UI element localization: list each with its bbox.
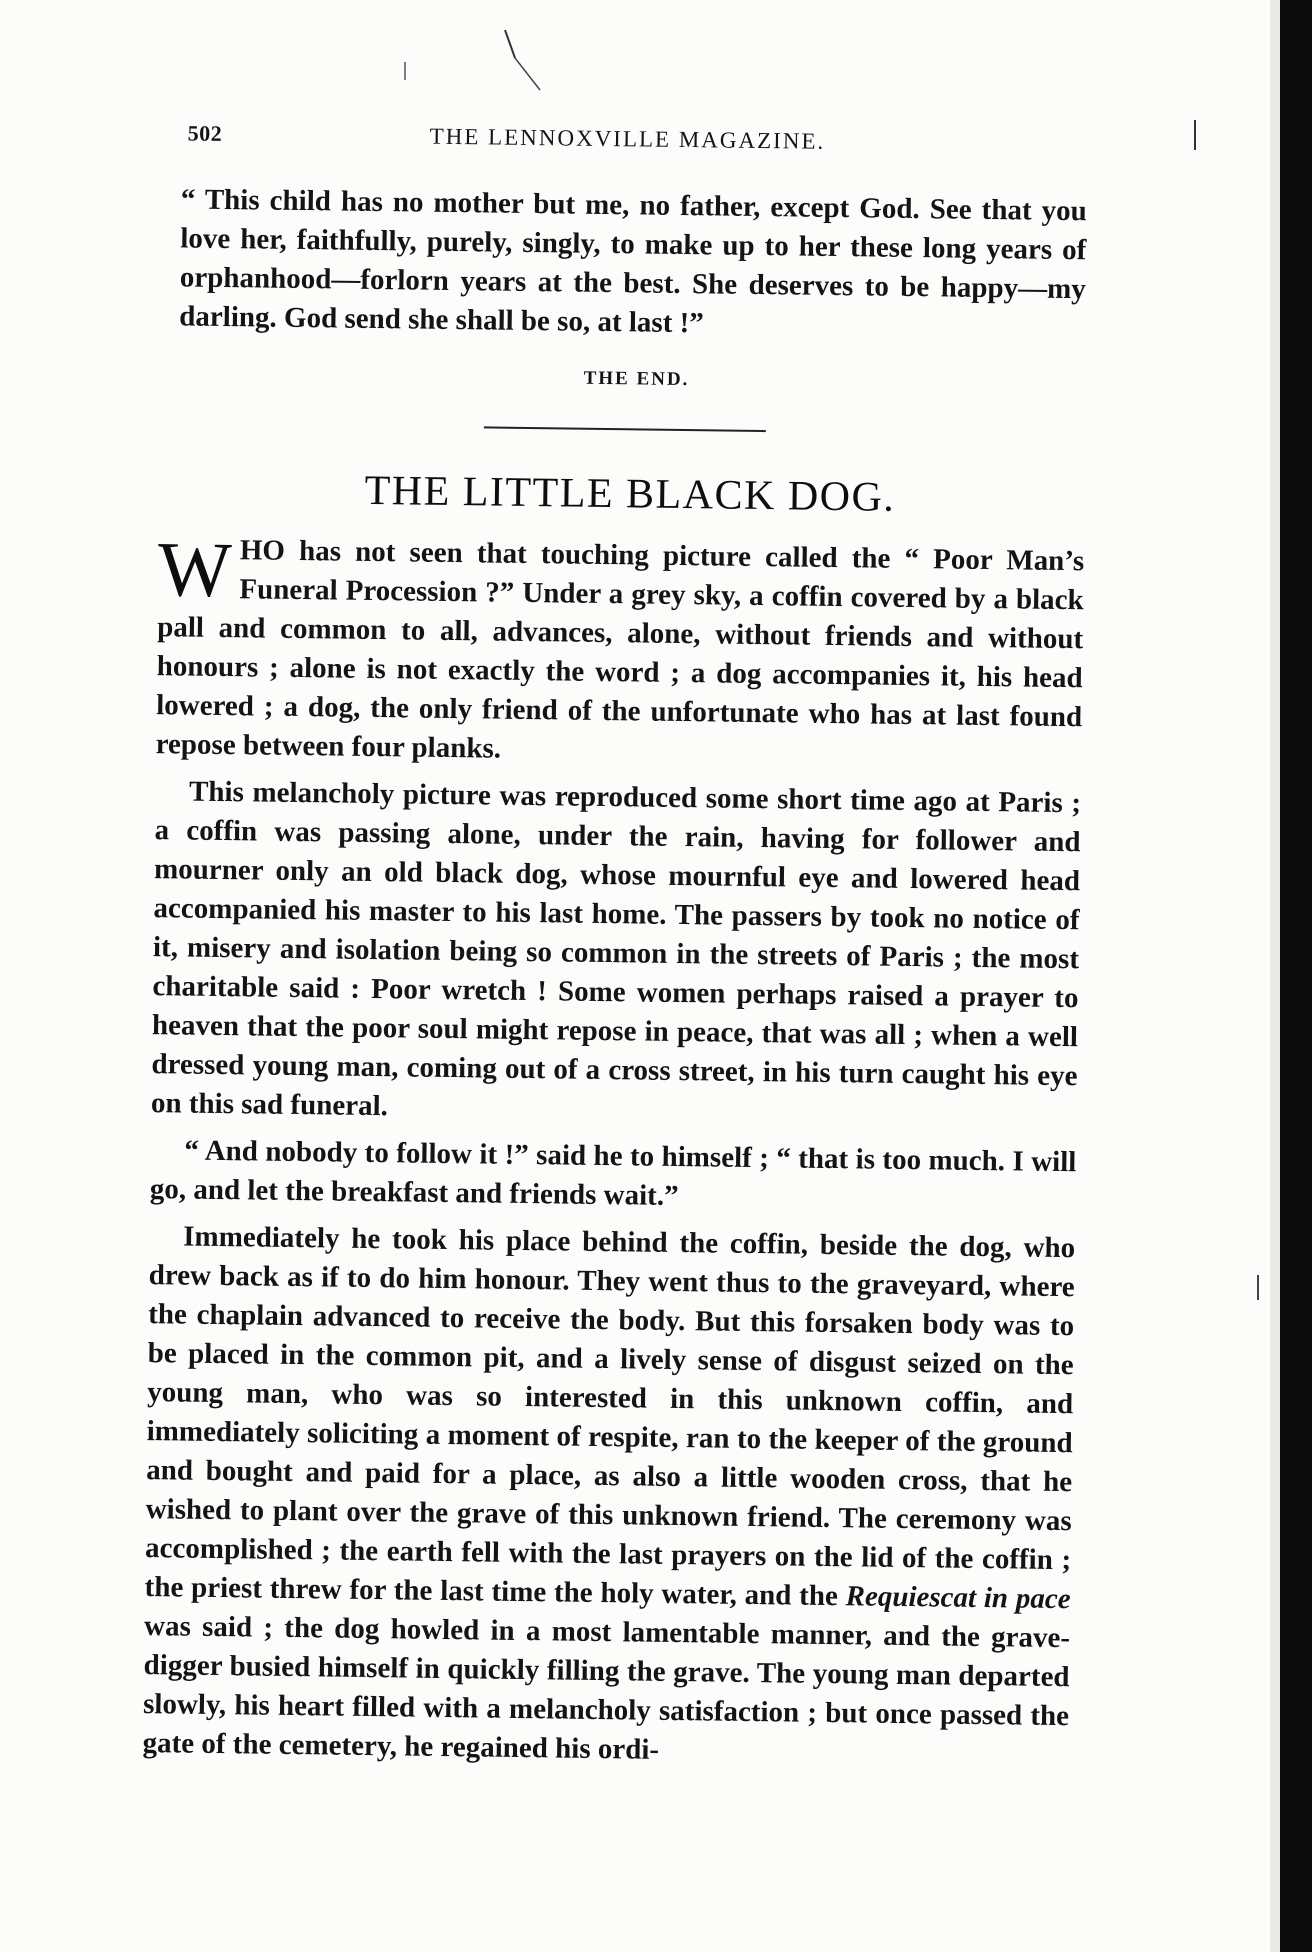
first-word-rest: HO [239,534,286,567]
drop-cap: W [157,525,233,614]
article-body [128,525,1085,1775]
article-paragraph: Immediately he took his place behind the coffin, beside the dog, who drew back as if to do him honour. They went thus to the graveyard, where the chaplain advanced to receive the body. But this forsaken body was to be placed in the common pit, and a lively sense of disgust seized on the young man, who was so interested in this unknown coffin, and immediately soliciting a moment of respite, ran to the keeper of the ground and bought and paid for a place, as also a little wooden cross, that he wished to plant over the grave of this unknown friend. The ceremony was accomplished ; the earth fell with the last prayers on the lid of the coffin ; the priest threw for the last time the holy water, and the Requiescat in pace was said ; the dog howled in a most lamentable manner, and the grave-digger busied himself in quickly filling the grave. The young man departed slowly, his heart filled with a melancholy satisfaction ; but once passed the gate of the cemetery, he regained his ordi- [142,1220,1076,1766]
article-title: THE LITTLE BLACK DOG. [364,467,896,521]
magazine-title: THE LENNOXVILLE MAGAZINE. [429,123,826,154]
section-divider [484,426,766,432]
article-paragraph [155,525,1085,776]
latin-phrase: Requiescat in pace [845,1580,1071,1616]
end-marker: THE END. [583,367,690,391]
scan-speck [505,30,515,58]
book-page [128,110,1090,1775]
article-paragraph: This melancholy picture was reproduced some short time ago at Paris ; a coffin was passing alone, under the rain, having for follower and mourner only an old black dog, whose mournful eye and lowered head accompanied his master to his last home. The passers by took no notice of it, misery and isolation being so common in the streets of Paris ; the most charitable said : Poor wretch ! Some women perhaps raised a prayer to heaven that the poor soul might repose in peace, that was all ; when a well dressed young man, coming out of a cross street, in his turn caught his eye on this sad funeral. [150,775,1082,1123]
paragraph-text: has not seen that touching picture called the “ Poor Man’s Funeral Procession ?” Under a grey sky, a coffin covered by a black pall and common to all, advances, alone, without friends and without honours ; alone is not exactly the word ; a dog accompanies it, his head lowered ; a dog, the only friend of the unfortunate who has at last found repose between four planks. [155,534,1085,765]
page-number: 502 [187,120,223,146]
scan-speck [515,58,540,90]
article-paragraph: “ And nobody to follow it !” said he to himself ; “ that is too much. I will go, and let the breakfast and friends wait.” [149,1134,1077,1213]
previous-story-ending [147,180,1087,348]
closing-paragraph: “ This child has no mother but me, no father, except God. See that you love her, faithfully, purely, singly, to make up to her these long years of orphanhood—forlorn years at the best. She deserves to be happy—my darling. God send she shall be so, at last !” [179,183,1087,340]
